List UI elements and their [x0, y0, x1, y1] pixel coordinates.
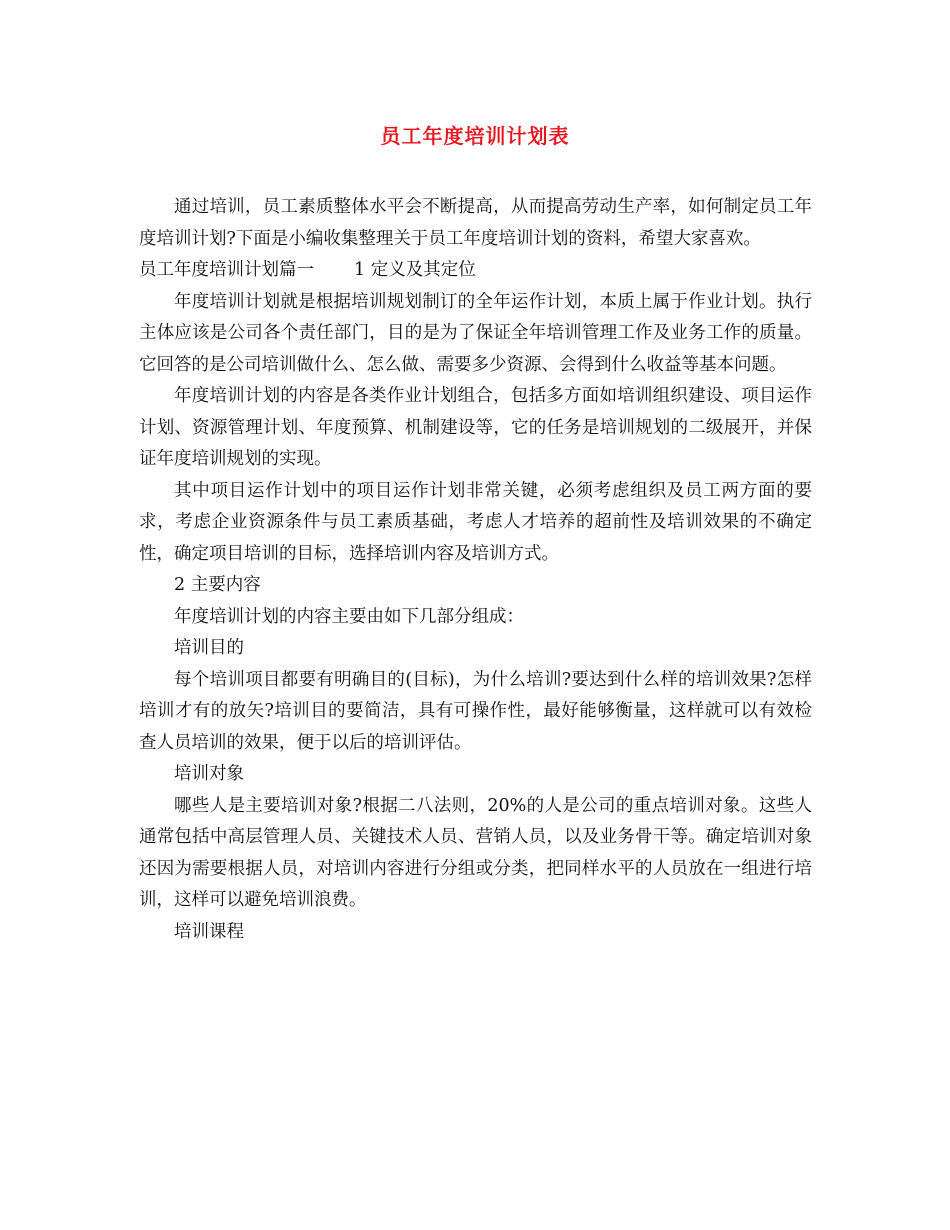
section-heading-right: 1 定义及其定位: [354, 260, 476, 280]
paragraph-training-target: 哪些人是主要培训对象?根据二八法则，20%的人是公司的重点培训对象。这些人通常包括中高层管理人员、关键技术人员、营销人员，以及业务骨干等。确定培训对象还因为需要根据人员，对培训内容进行分组或分类，把同样水平的人员放在一组进行培训，这样可以避免培训浪费。: [139, 795, 812, 910]
document-title: 员工年度培训计划表: [380, 124, 570, 148]
paragraph-definition: 年度培训计划就是根据培训规划制订的全年运作计划，本质上属于作业计划。执行主体应该是公司各个责任部门，目的是为了保证全年培训管理工作及业务工作的质量。它回答的是公司培训做什么、怎么做、需要多少资源、会得到什么收益等基本问题。: [139, 291, 812, 375]
paragraph-training-goal: 每个培训项目都要有明确目的(目标)，为什么培训?要达到什么样的培训效果?怎样培训才有的放矢?培训目的要简洁，具有可操作性，最好能够衡量，这样就可以有效检查人员培训的效果，便于以后的培训评估。: [139, 669, 812, 753]
heading-main-content: 2 主要内容: [174, 575, 261, 595]
subheading-training-course: 培训课程: [174, 921, 244, 942]
intro-paragraph: 通过培训，员工素质整体水平会不断提高，从而提高劳动生产率，如何制定员工年度培训计划?下面是小编收集整理关于员工年度培训计划的资料，希望大家喜欢。: [139, 197, 812, 249]
subheading-training-goal: 培训目的: [174, 638, 244, 658]
document-body: [139, 192, 812, 948]
subheading-training-target: 培训对象: [174, 764, 244, 784]
section-heading: [139, 255, 812, 287]
paragraph-project: 其中项目运作计划中的项目运作计划非常关键，必须考虑组织及员工两方面的要求，考虑企业资源条件与员工素质基础，考虑人才培养的超前性及培训效果的不确定性，确定项目培训的目标，选择培训内容及培训方式。: [139, 480, 812, 564]
paragraph-components: 年度培训计划的内容主要由如下几部分组成：: [174, 606, 524, 627]
section-heading-left: 员工年度培训计划篇一: [139, 260, 314, 280]
paragraph-content: 年度培训计划的内容是各类作业计划组合，包括多方面如培训组织建设、项目运作计划、资源管理计划、年度预算、机制建设等，它的任务是培训规划的二级展开，并保证年度培训规划的实现。: [139, 386, 812, 469]
